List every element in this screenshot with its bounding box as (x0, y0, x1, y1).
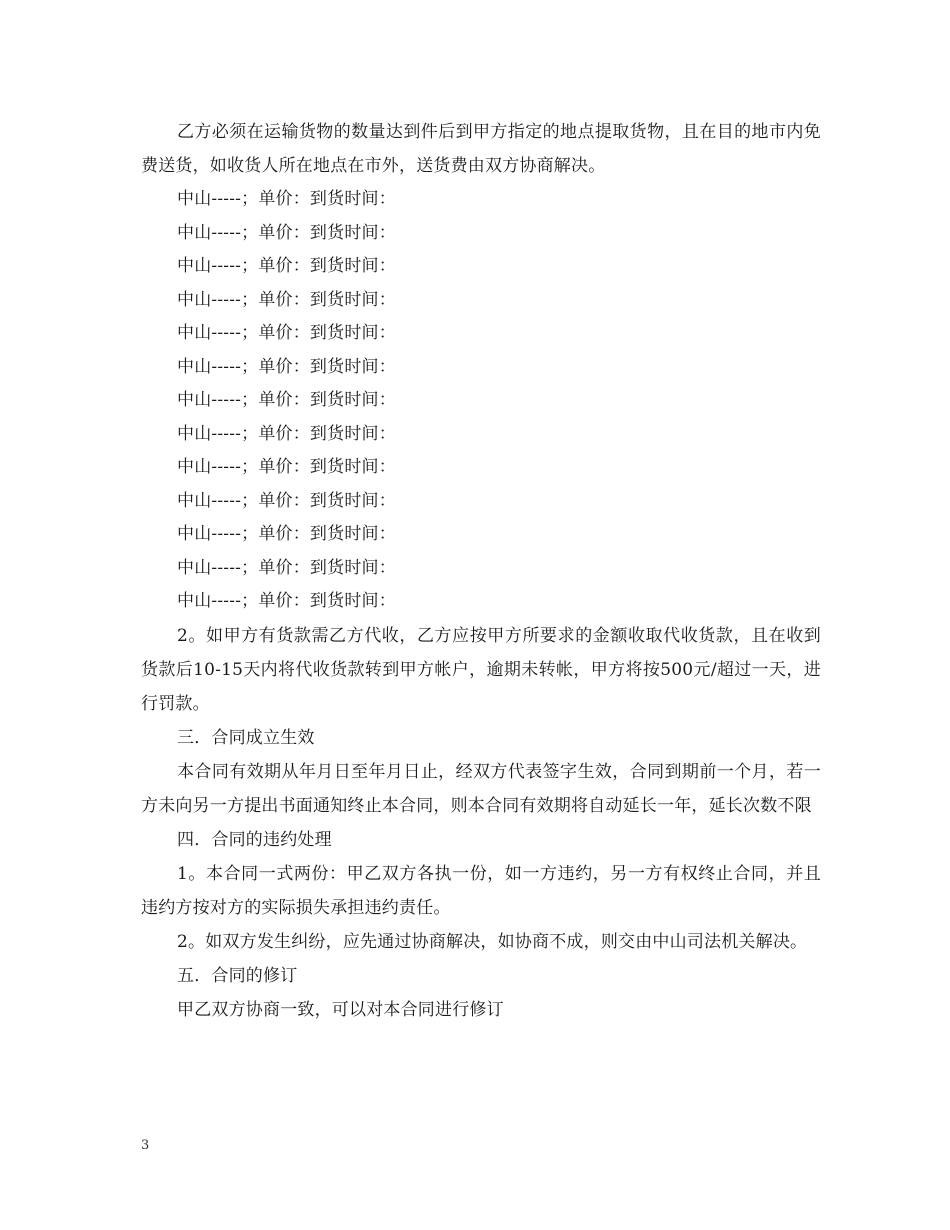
price-line: 中山-----；单价：到货时间： (177, 256, 396, 276)
section-4-heading: 四．合同的违约处理 (177, 829, 332, 850)
section-3-heading: 三．合同成立生效 (177, 727, 315, 748)
section-5-heading: 五．合同的修订 (177, 965, 298, 986)
price-line: 中山-----；单价：到货时间： (177, 390, 396, 410)
section-4-item-1: 1。本合同一式两份：甲乙双方各执一份，如一方违约，另一方有权终止合同，并且违约方按对方的实际损失承担违约责任。 (141, 863, 821, 918)
price-line: 中山-----；单价：到货时间： (177, 557, 396, 578)
price-line: 中山-----；单价：到货时间： (177, 289, 396, 310)
price-line: 中山-----；单价：到货时间： (177, 423, 396, 444)
clause-2-cod-paragraph: 2。如甲方有货款需乙方代收，乙方应按甲方所要求的金额收取代收货款，且在收到货款后10-15天内将代收货款转到甲方帐户，逾期未转帐，甲方将按500元/超过一天，进行罚款。 (141, 625, 821, 714)
price-line: 中山-----；单价：到货时间： (177, 189, 396, 209)
price-line: 中山-----；单价：到货时间： (177, 591, 396, 611)
price-line: 中山-----；单价：到货时间： (177, 524, 396, 544)
intro-paragraph: 乙方必须在运输货物的数量达到件后到甲方指定的地点提取货物，且在目的地市内免费送货，如收货人所在地点在市外，送货费由双方协商解决。 (141, 122, 821, 176)
section-3-body: 本合同有效期从年月日至年月日止，经双方代表签字生效，合同到期前一个月，若一方未向另一方提出书面通知终止本合同，则本合同有效期将自动延长一年，延长次数不限 (141, 761, 821, 816)
document-body (141, 115, 821, 1027)
price-line: 中山-----；单价：到货时间： (177, 457, 396, 477)
price-line: 中山-----；单价：到货时间： (177, 222, 396, 243)
price-line: 中山-----；单价：到货时间： (177, 323, 396, 343)
price-line: 中山-----；单价：到货时间： (177, 356, 396, 377)
section-4-item-2: 2。如双方发生纠纷，应先通过协商解决，如协商不成，则交由中山司法机关解决。 (177, 931, 808, 952)
page-number: 3 (141, 1138, 150, 1153)
section-5-body: 甲乙双方协商一致，可以对本合同进行修订 (177, 999, 504, 1020)
price-line: 中山-----；单价：到货时间： (177, 490, 396, 511)
price-list (141, 183, 821, 619)
